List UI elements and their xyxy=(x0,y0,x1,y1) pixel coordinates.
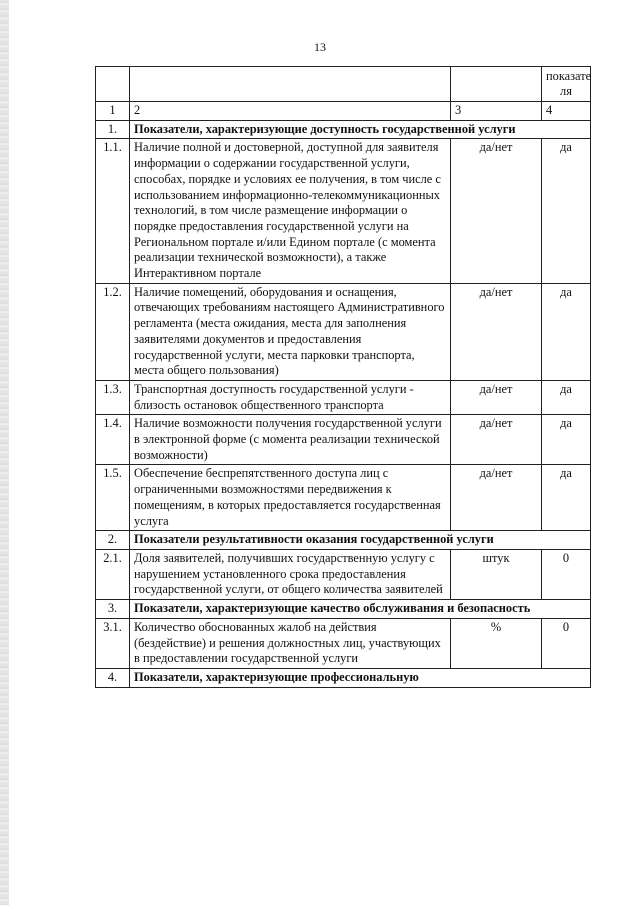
section-row xyxy=(96,120,591,139)
row-indicator-name: Количество обоснованных жалоб на действия (бездействие) и решения должностных лиц, участвующих в предоставлении государственной услуги xyxy=(130,618,451,668)
row-number: 1.5. xyxy=(96,465,130,531)
column-numbers-row xyxy=(96,102,591,121)
row-number: 2.1. xyxy=(96,549,130,599)
row-unit: штук xyxy=(451,549,542,599)
section-title: Показатели, характеризующие доступность государственной услуги xyxy=(130,120,591,139)
row-unit: % xyxy=(451,618,542,668)
row-unit: да/нет xyxy=(451,283,542,380)
column-number-cell: 3 xyxy=(451,102,542,121)
row-number: 1.3. xyxy=(96,380,130,414)
row-unit: да/нет xyxy=(451,139,542,283)
table-row xyxy=(96,283,591,380)
table-row xyxy=(96,465,591,531)
column-number-cell: 1 xyxy=(96,102,130,121)
row-unit: да/нет xyxy=(451,415,542,465)
row-value: 0 xyxy=(542,618,591,668)
row-indicator-name: Обеспечение беспрепятственного доступа лиц с ограниченными возможностями передвижения к помещениям, в которых предоставляется государственная услуга xyxy=(130,465,451,531)
header-value-cell: показате ля xyxy=(542,67,591,102)
row-indicator-name: Наличие полной и достоверной, доступной для заявителя информации о содержании государственной услуги, способах, порядке и условиях ее получения, в том числе с использованием информационно-телекоммуникационных технологий, в том числе размещение информации о порядке предоставления государственной услуги на Региональном портале и/или Едином портале (с момента реализации технической возможности), а также Интерактивном портале xyxy=(130,139,451,283)
row-unit: да/нет xyxy=(451,380,542,414)
header-num-cell xyxy=(96,67,130,102)
row-number: 1.2. xyxy=(96,283,130,380)
section-number: 1. xyxy=(96,120,130,139)
row-indicator-name: Наличие помещений, оборудования и оснащения, отвечающих требованиям настоящего Административного регламента (места ожидания, места для заполнения заявителями документов и предоставления государственной услуги, места парковки транспорта, места общего пользования) xyxy=(130,283,451,380)
section-row xyxy=(96,668,591,687)
row-value: да xyxy=(542,139,591,283)
section-number: 4. xyxy=(96,668,130,687)
table-row xyxy=(96,618,591,668)
row-value: да xyxy=(542,283,591,380)
table-row xyxy=(96,380,591,414)
row-indicator-name: Доля заявителей, получивших государственную услугу с нарушением установленного срока предоставления государственной услуги, от общего количества заявителей xyxy=(130,549,451,599)
row-value: да xyxy=(542,465,591,531)
page-number: 13 xyxy=(314,40,326,54)
section-row xyxy=(96,600,591,619)
row-indicator-name: Транспортная доступность государственной услуги - близость остановок общественного транспорта xyxy=(130,380,451,414)
section-title: Показатели результативности оказания государственной услуги xyxy=(130,531,591,550)
table-header-row xyxy=(96,67,591,102)
row-value: да xyxy=(542,415,591,465)
section-number: 3. xyxy=(96,600,130,619)
scan-edge-shadow xyxy=(0,0,9,905)
column-number-cell: 4 xyxy=(542,102,591,121)
section-number: 2. xyxy=(96,531,130,550)
table-row xyxy=(96,415,591,465)
row-number: 1.4. xyxy=(96,415,130,465)
section-title: Показатели, характеризующие качество обслуживания и безопасность xyxy=(130,600,591,619)
section-row xyxy=(96,531,591,550)
column-number-cell: 2 xyxy=(130,102,451,121)
row-indicator-name: Наличие возможности получения государственной услуги в электронной форме (с момента реализации технической возможности) xyxy=(130,415,451,465)
table-row xyxy=(96,139,591,283)
row-number: 3.1. xyxy=(96,618,130,668)
indicators-table xyxy=(95,66,591,688)
row-unit: да/нет xyxy=(451,465,542,531)
table-row xyxy=(96,549,591,599)
section-title: Показатели, характеризующие профессиональную xyxy=(130,668,591,687)
row-value: да xyxy=(542,380,591,414)
row-value: 0 xyxy=(542,549,591,599)
row-number: 1.1. xyxy=(96,139,130,283)
header-name-cell xyxy=(130,67,451,102)
header-unit-cell xyxy=(451,67,542,102)
